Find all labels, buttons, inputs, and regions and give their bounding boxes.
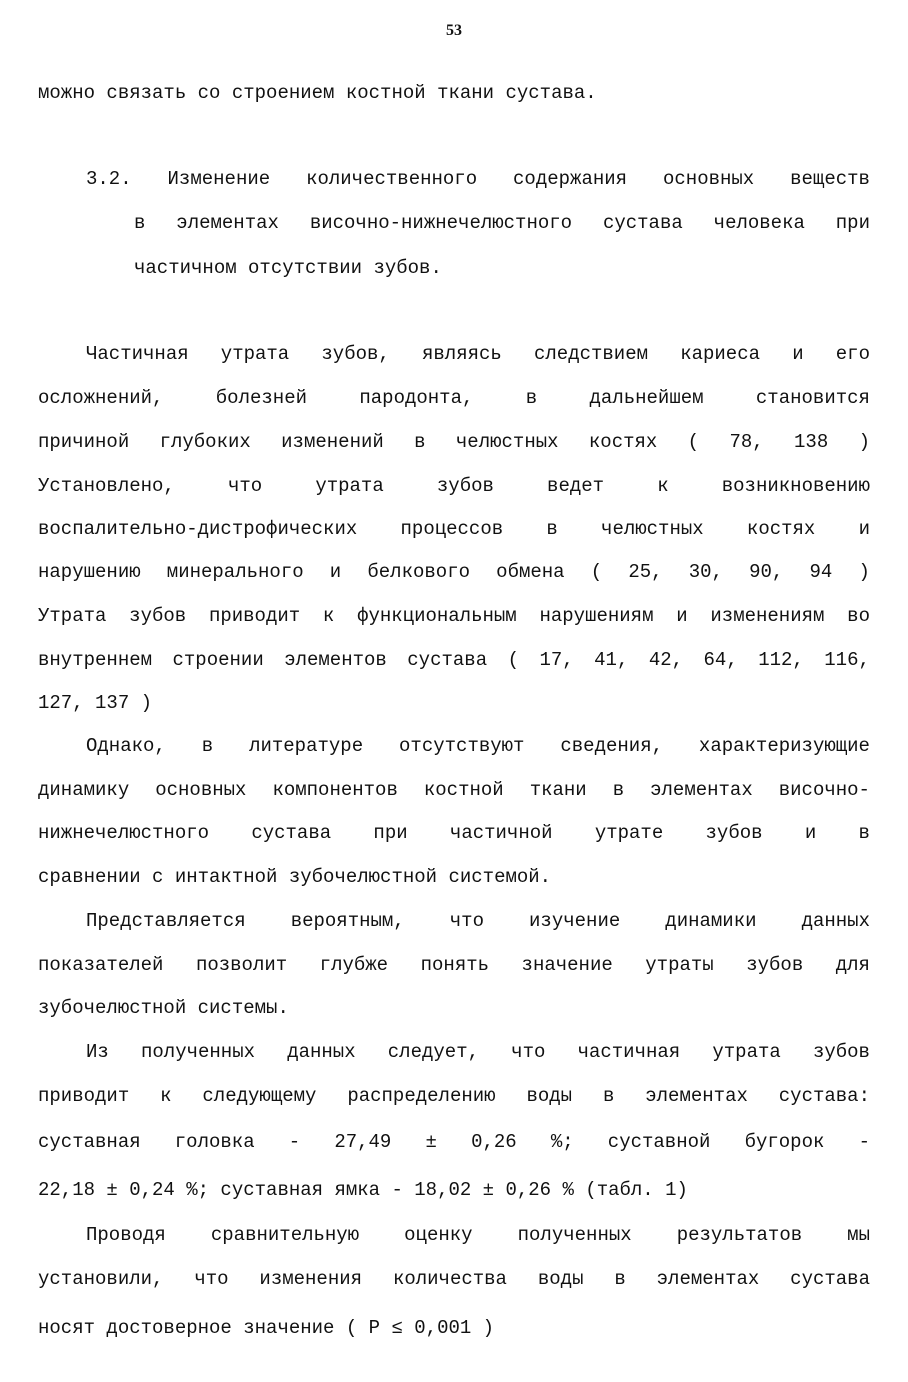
section-heading-line: частичном отсутствии зубов. <box>134 257 442 279</box>
section-heading-line: 3.2. Изменение количественного содержания основных веществ <box>86 168 870 190</box>
text-line: суставная головка - 27,49 ± 0,26 %; суставной бугорок - <box>38 1131 870 1153</box>
text-line: нарушению минерального и белкового обмена ( 25, 30, 90, 94 ) <box>38 561 870 583</box>
text-line: зубочелюстной системы. <box>38 997 289 1019</box>
text-line: носят достоверное значение ( P ≤ 0,001 ) <box>38 1317 495 1339</box>
text-line: Представляется вероятным, что изучение динамики данных <box>86 910 870 932</box>
section-heading-line: в элементах височно-нижнечелюстного сустава человека при <box>134 212 870 234</box>
text-line: Проводя сравнительную оценку полученных результатов мы <box>86 1224 870 1246</box>
text-line: можно связать со строением костной ткани сустава. <box>38 82 597 104</box>
text-line: Из полученных данных следует, что частичная утрата зубов <box>86 1041 870 1063</box>
text-line: внутреннем строении элементов сустава ( 17, 41, 42, 64, 112, 116, <box>38 649 870 671</box>
text-line: осложнений, болезней пародонта, в дальнейшем становится <box>38 387 870 409</box>
page-number: 53 <box>446 22 462 39</box>
text-line: Утрата зубов приводит к функциональным нарушениям и изменениям во <box>38 605 870 627</box>
text-line: Установлено, что утрата зубов ведет к возникновению <box>38 475 870 497</box>
text-line: причиной глубоких изменений в челюстных костях ( 78, 138 ) <box>38 431 870 453</box>
text-line: 22,18 ± 0,24 %; суставная ямка - 18,02 ± 0,26 % (табл. 1) <box>38 1179 688 1201</box>
text-line: динамику основных компонентов костной ткани в элементах височно- <box>38 779 870 801</box>
text-line: Частичная утрата зубов, являясь следствием кариеса и его <box>86 343 870 365</box>
text-line: воспалительно-дистрофических процессов в челюстных костях и <box>38 518 870 540</box>
text-line: сравнении с интактной зубочелюстной системой. <box>38 866 552 888</box>
text-line: Однако, в литературе отсутствуют сведения, характеризующие <box>86 735 870 757</box>
text-line: 127, 137 ) <box>38 692 153 714</box>
text-line: нижнечелюстного сустава при частичной утрате зубов и в <box>38 822 870 844</box>
text-line: приводит к следующему распределению воды в элементах сустава: <box>38 1085 870 1107</box>
text-line: показателей позволит глубже понять значение утраты зубов для <box>38 954 870 976</box>
text-line: установили, что изменения количества воды в элементах сустава <box>38 1268 870 1290</box>
